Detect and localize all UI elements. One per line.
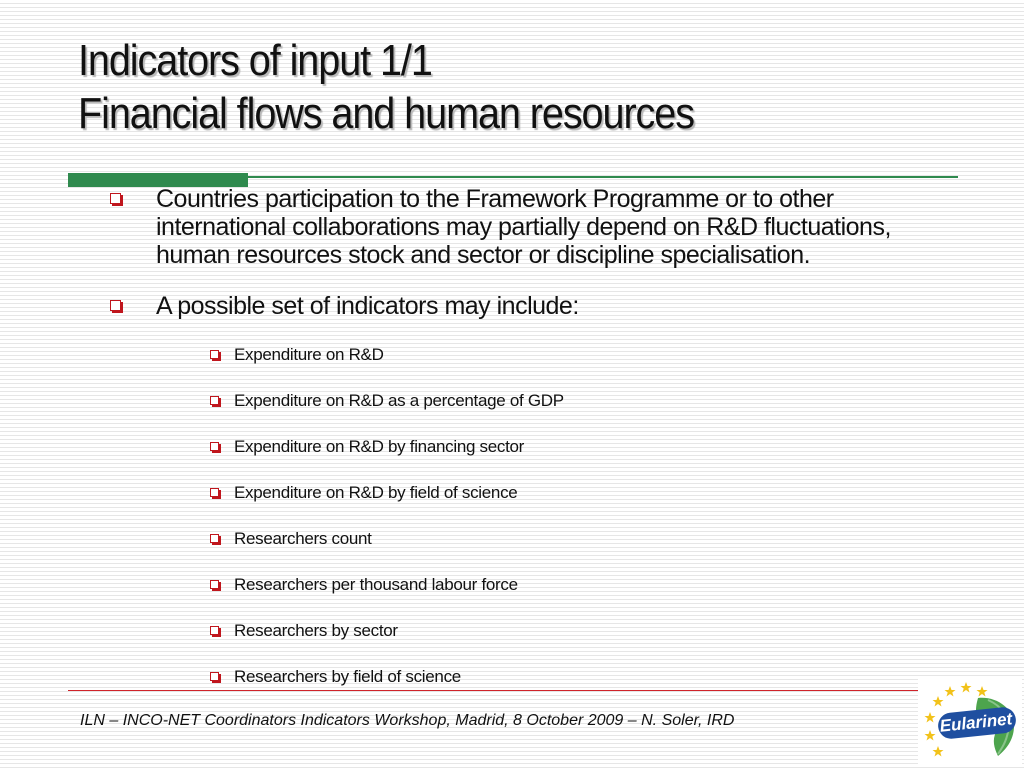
logo-wordmark: Eularinet [938,709,1014,736]
indicator-item [210,390,564,436]
indicator-text: Expenditure on R&D [234,345,384,364]
title-line-1: Indicators of input 1/1 [78,36,432,85]
bullet-item [108,292,968,320]
indicator-text: Researchers count [234,529,372,548]
indicator-text: Expenditure on R&D by field of science [234,483,518,502]
checkbox-bullet-icon [210,350,219,359]
indicator-item [210,620,564,666]
indicator-item [210,574,564,620]
title-underline [248,176,958,178]
checkbox-bullet-icon [210,626,219,635]
checkbox-bullet-icon [210,442,219,451]
indicator-item [210,666,564,712]
checkbox-bullet-icon [210,672,219,681]
checkbox-bullet-icon [210,488,219,497]
indicator-item [210,344,564,390]
bullet-text: A possible set of indicators may include: [156,292,579,320]
checkbox-bullet-icon [110,193,121,204]
title-line-2: Financial flows and human resources [78,89,694,138]
indicator-item [210,482,564,528]
footer-rule [68,690,918,691]
checkbox-bullet-icon [210,580,219,589]
indicator-text: Expenditure on R&D as a percentage of GDP [234,391,564,410]
indicator-text: Researchers per thousand labour force [234,575,518,594]
slide-title [78,34,694,140]
indicator-text: Expenditure on R&D by financing sector [234,437,525,456]
indicator-item [210,528,564,574]
checkbox-bullet-icon [210,396,219,405]
checkbox-bullet-icon [210,534,219,543]
indicator-text: Researchers by field of science [234,667,461,686]
bullet-item [108,185,968,269]
indicator-text: Researchers by sector [234,621,398,640]
indicator-item [210,436,564,482]
indicator-list [210,344,564,712]
bullet-text: Countries participation to the Framework Programme or to other international collaborations may partially depend on R&D fluctuations, human resources stock and sector or discipline specialisation. [156,185,891,269]
footer-text: ILN – INCO-NET Coordinators Indicators Workshop, Madrid, 8 October 2009 – N. Soler, IRD [80,712,735,729]
eularinet-logo-icon [918,678,1022,766]
checkbox-bullet-icon [110,300,121,311]
eularinet-logo [918,678,1022,766]
